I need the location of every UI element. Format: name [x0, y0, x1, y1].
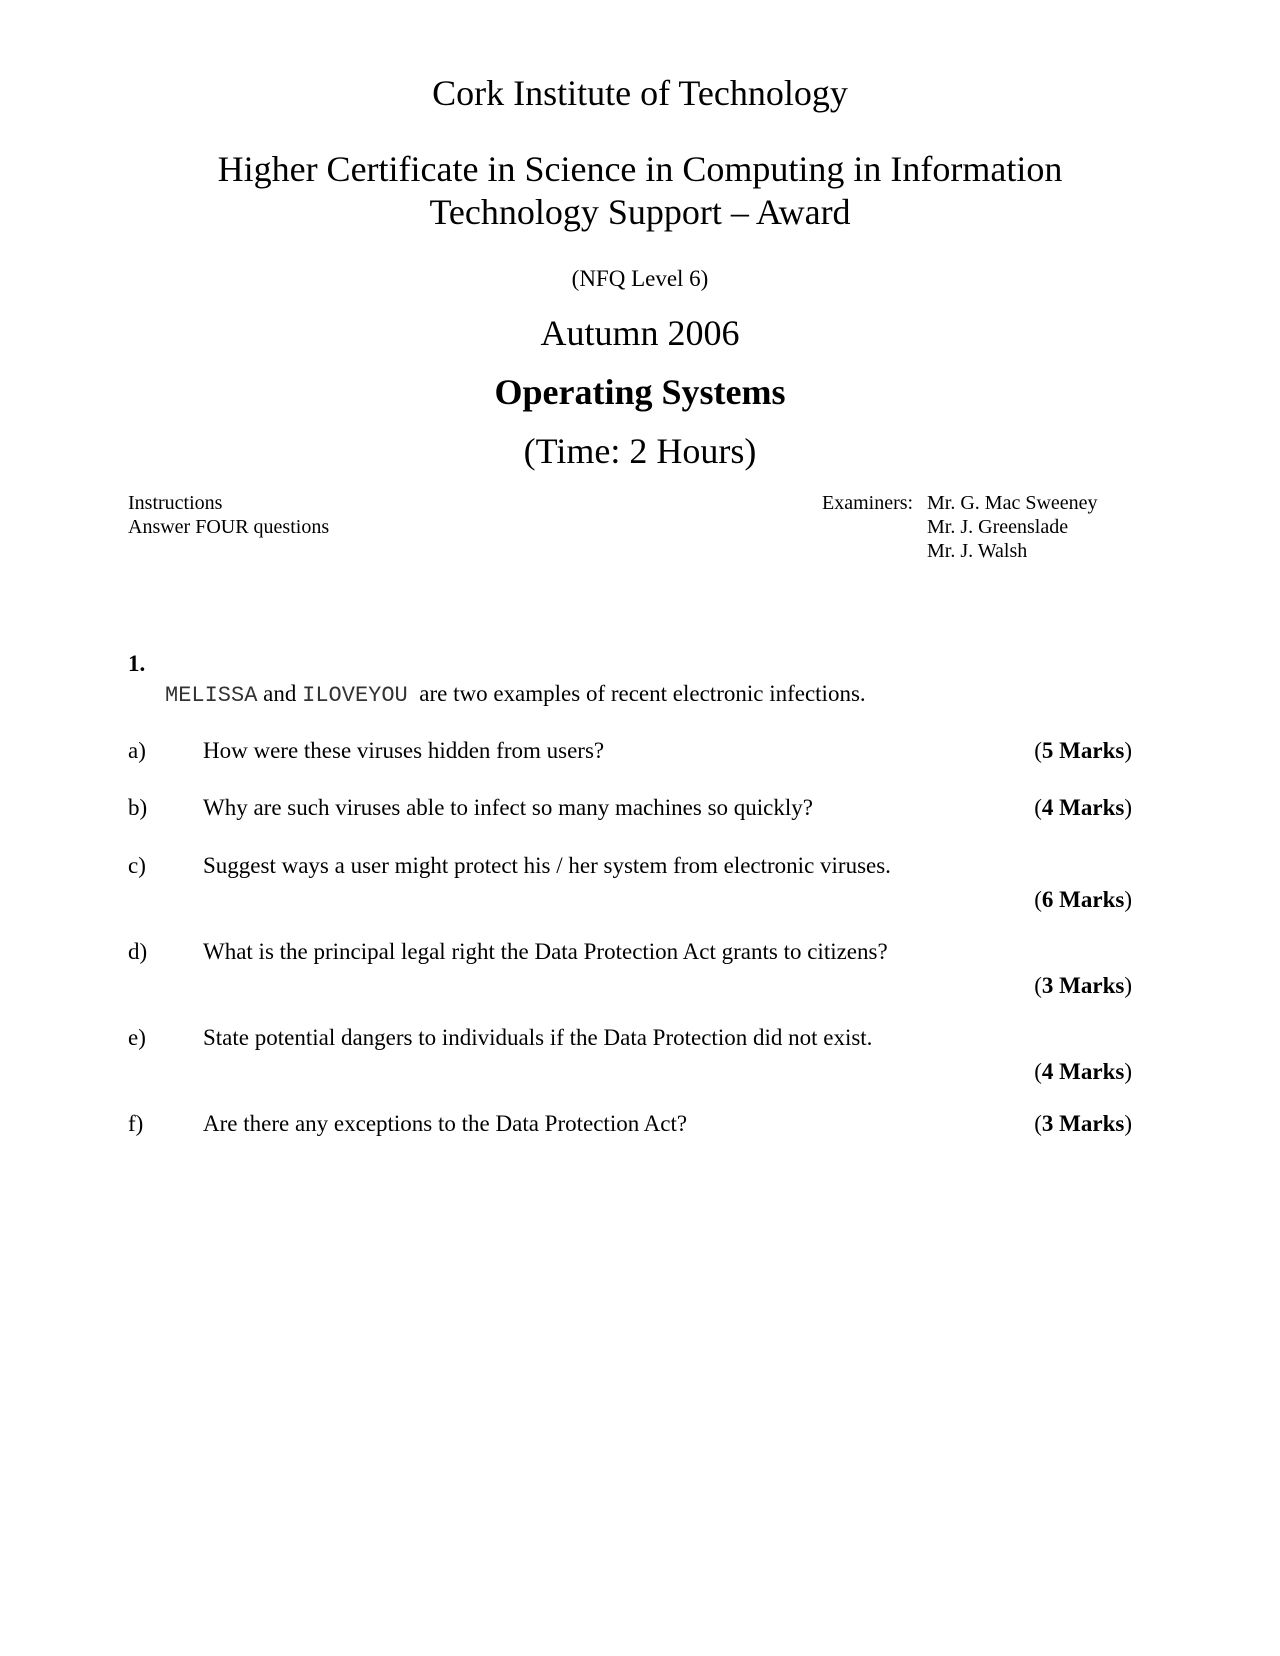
- programme-title-line2: Technology Support – Award: [429, 192, 851, 232]
- part-label: c): [128, 853, 146, 878]
- exam-duration: (Time: 2 Hours): [523, 431, 757, 471]
- intro-rest: are two examples of recent electronic infections.: [407, 681, 866, 706]
- part-marks: (3 Marks): [1034, 1111, 1132, 1136]
- intro-conjunction: and: [257, 681, 303, 706]
- part-marks: (6 Marks): [1034, 887, 1132, 912]
- programme-title: [0, 148, 1280, 234]
- question-intro: [165, 681, 866, 708]
- part-text: Are there any exceptions to the Data Protection Act?: [203, 1111, 688, 1136]
- subject-title: Operating Systems: [494, 372, 786, 412]
- part-text: What is the principal legal right the Data Protection Act grants to citizens?: [203, 939, 888, 964]
- instructions-text: Answer FOUR questions: [128, 516, 330, 538]
- part-text: State potential dangers to individuals if the Data Protection did not exist.: [203, 1025, 873, 1050]
- part-text: Why are such viruses able to infect so many machines so quickly?: [203, 795, 813, 820]
- programme-title-line1: Higher Certificate in Science in Computing in Information: [217, 149, 1063, 189]
- virus-name-2: ILOVEYOU: [302, 683, 408, 708]
- part-label: d): [128, 939, 148, 964]
- examiner-name: Mr. G. Mac Sweeney: [927, 492, 1098, 514]
- part-label: b): [128, 795, 148, 820]
- examiners-label: Examiners:: [822, 492, 914, 514]
- instructions-heading: Instructions: [128, 492, 223, 514]
- part-label: e): [128, 1025, 146, 1050]
- examiners-list: [927, 491, 1098, 563]
- virus-name-1: MELISSA: [165, 683, 258, 708]
- part-text: Suggest ways a user might protect his / her system from electronic viruses.: [203, 853, 891, 878]
- part-text: How were these viruses hidden from users?: [203, 738, 605, 763]
- part-marks: (5 Marks): [1034, 738, 1132, 763]
- part-marks: (4 Marks): [1034, 795, 1132, 820]
- part-marks: (4 Marks): [1034, 1059, 1132, 1084]
- exam-session: Autumn 2006: [540, 313, 740, 353]
- examiner-name: Mr. J. Walsh: [927, 540, 1028, 562]
- question-number: 1.: [128, 651, 146, 676]
- part-label: a): [128, 738, 146, 763]
- part-label: f): [128, 1111, 144, 1136]
- nfq-level: (NFQ Level 6): [571, 266, 709, 291]
- part-marks: (3 Marks): [1034, 973, 1132, 998]
- institution-name: Cork Institute of Technology: [432, 73, 848, 113]
- examiner-name: Mr. J. Greenslade: [927, 516, 1069, 538]
